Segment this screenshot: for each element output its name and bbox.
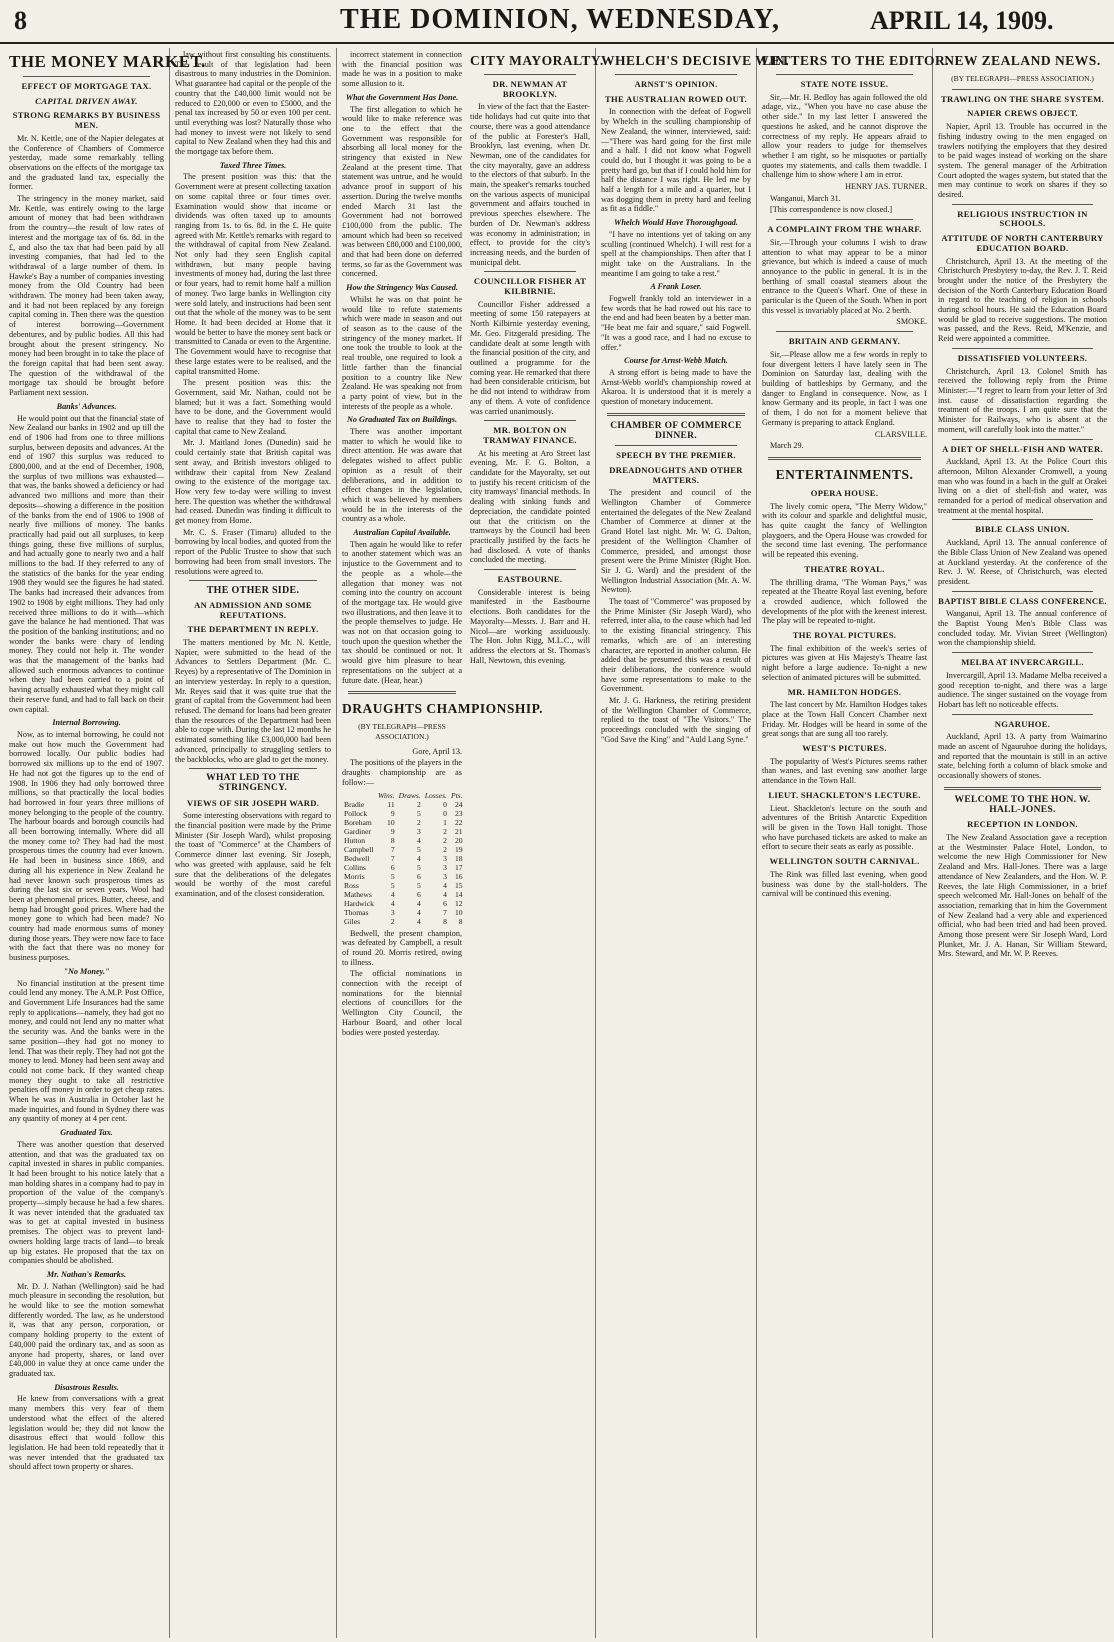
table-cell: 6 <box>416 889 421 899</box>
letter-dateline: March 29. <box>770 441 804 451</box>
editor-note: [This correspondence is now closed.] <box>770 205 893 215</box>
subhead-premier-speech: SPEECH BY THE PREMIER. <box>616 450 736 461</box>
paragraph: In connection with the defeat of Fogwell by Whelch in the sculling championship of New Zealand, the winner, interviewed, said:—"There was hard going for the first mile and a half. I did not know what Fogwell could do, but I thought it was going to be a pretty hard go, but that if I could hold him for half the distance I was right. He led me by half a length for a mile and a quarter, but I was dogging them in pretty hard and feeling as fit as a fiddle." <box>601 107 751 214</box>
paragraph: Mr. D. J. Nathan (Wellington) said he had much pleasure in seconding the resolution, but he would like to see the motion somewhat differently worded. The law, as he understood it, was that any person, corporation, or company holding property to the extent of £40,000 paid the ordinary tax, and as soon as anyone had property, shares, or land over £40,000 in value they at once came under the graduated tax. <box>9 1281 164 1378</box>
subhead-nathan-remarks: Mr. Nathan's Remarks. <box>46 1269 127 1279</box>
paragraph: The official nominations in connection with the receipt of nominations for the biennial elections of councillors for the Wellington City Council, the Harbour Board, and other local bodies were posted yesterday. <box>342 969 462 1037</box>
subhead-taxed-three-times: Taxed Three Times. <box>219 160 287 170</box>
paragraph: Wanganui, April 13. The annual conference of the Baptist Young Men's Bible Class was concluded today. Mr. Vivian Street (Wellington) won the championship shield. <box>938 609 1107 648</box>
subhead-graduated-tax: Graduated Tax. <box>60 1128 113 1138</box>
table-row <box>342 881 465 890</box>
subhead-no-money: "No Money." <box>63 966 110 976</box>
table-cell: 4 <box>416 907 421 917</box>
column-three <box>337 50 604 1636</box>
subhead-government-done: What the Government Has Done. <box>345 92 459 102</box>
table-cell: Morris <box>344 871 365 881</box>
article-title-chamber-dinner: CHAMBER OF COMMERCE DINNER. <box>610 420 742 441</box>
table-cell: 12 <box>454 898 463 908</box>
article-title-nz-news: NEW ZEALAND NEWS. <box>944 53 1101 68</box>
subhead-arnst-opinion: ARNST'S OPINION. <box>634 79 718 89</box>
nz-news-byline: (BY TELEGRAPH—PRESS ASSOCIATION.) <box>951 74 1094 83</box>
subhead-mortgage-tax: EFFECT OF MORTGAGE TAX. <box>21 81 152 91</box>
table-cell: 4 <box>390 898 395 908</box>
subhead-bible-class: BIBLE CLASS UNION. <box>975 524 1070 535</box>
table-cell: 3 <box>390 907 395 917</box>
paragraph: No financial institution at the present time could lend any money. The A.M.P. Post Office, and Government Life Insurances had the same reply to applications—namely, they had got no money, and could not lend any no matter what the security was. And the banks were in the same position—they had got no money to lend. That was their reply. They had not got the money to lend. Money had been sent away and could not come back. If they wanted cheap money they ought to take all restrictive penalties off money in order to get cheap rates. When he was in Australia in October last he made inquiries, and found in Sydney there was any quantity of money at 4 per cent. <box>9 978 164 1124</box>
table-row <box>342 908 465 917</box>
table-cell: 21 <box>454 826 463 836</box>
paragraph: Mr. N. Kettle, one of the Napier delegates at the Conference of Chambers of Commerce yesterday, made some remarkably telling observations on the effects of the mortgage tax and the graduated land tax, especially the former. <box>9 133 164 192</box>
table-row <box>342 917 465 926</box>
letter-signature: HENRY JAS. TURNER. <box>845 182 927 192</box>
paragraph: law without first consulting his constituents. The result of that legislation had been disastrous to many industries in the Dominion. What guarantee had capital or the people of the country that the £40,000 limit would not be reduced to £20,000 or even to £5000, and the penal tax increased by 50 or even 100 per cent. until everything was lost? Naturally those who had money to invest were not likely to send capital to New Zealand when they had this and the mortgage tax before them. <box>175 50 331 157</box>
paragraph: In view of the fact that the Easter-tide holidays had cut quite into that course, there was a good attendance of the public at Forester's Hall, Brooklyn, last evening, when Dr. Newman, one of the candidates for the city mayoralty, gave an address to the electors of that suburb. In the main, the speaker's remarks touched on the various aspects of municipal government and affairs touched in previous speeches elsewhere. The burden of Dr. Newman's address was economy in administration; in effect, to provide for the city's increasing needs, and the burden of municipal debt. <box>470 102 590 267</box>
letter-signature: SMOKE. <box>896 317 927 327</box>
paragraph: "I have no intentions yet of taking on any sculling (continued Whelch). I will rest for a spell at the championships. Then after that I might take on the Australians. In the meantime I am going to take a rest." <box>601 229 751 278</box>
subhead-stringency-caused: How the Stringency Was Caused. <box>346 283 458 293</box>
paragraph: The present position was this: that the Government were at present collecting taxation on some capital three or four times over. Examination would show that income or dividends was often taxed up to amounts ranging from 1s. to 6s. 8d. in the £. He quite agreed with Mr. Kettle's remarks with regard to the withdrawal of capital from New Zealand. Not only had they seen English capital withdrawn, but many people having investments of money had, during the last three or four years, had to remit home half a million of money. Two large banks in Wellington city were sold lately, and instructions had been sent out that the whole of the money was to be sent Home. It had been decided at Home that it would be better to have the money sent back or transmitted to Canada or even to the Argentine. The Government would have to recognise that these large estates were to be realised, and the capital transmitted Home. <box>175 172 331 376</box>
subhead-department-reply: THE DEPARTMENT IN REPLY. <box>187 624 319 635</box>
subhead-shackleton-lecture: LIEUT. SHACKLETON'S LECTURE. <box>768 789 921 800</box>
table-cell: Hardwick <box>344 898 374 908</box>
table-cell: 6 <box>416 871 421 881</box>
paragraph: The stringency in the money market, said Mr. Kettle, was entirely owing to the large amount of money that had been withdrawn from the country—the result of low rates of interest and the mortgage tax of 6s. 8d. in the £, and also the tax that had been paid by all investing companies, that had led to the withdrawal of a large number of them. In Hawke's Bay a number of companies investing money from the Old Country had been withdrawn. The money had been taken away, and it had not been replaced by any foreign capital coming in. Then there was the question of interest borrowing—Government debentures, and by public bodies. All this had brought about the present stringency. No money had been brought in to take the place of the foreign capital that had been sent away. The question of the withdrawal of the mortgage tax should be brought before Parliament next session. <box>9 194 164 398</box>
subhead-buildings: No Graduated Tax on Buildings. <box>346 415 458 425</box>
subhead-newman: DR. NEWMAN AT BROOKLYN. <box>492 79 568 99</box>
subhead-course: Course for Arnst-Webb Match. <box>624 356 728 366</box>
table-cell: 16 <box>454 871 463 881</box>
table-row <box>342 854 465 863</box>
paragraph: The Rink was filled last evening, when good business was done by the stall-holders. The carnival will be continued this evening. <box>762 869 927 899</box>
paragraph: The last concert by Mr. Hamilton Hodges takes place at the Town Hall Concert Chamber next Friday. Mr. Hodges will be heard in some of the great songs that are sung all too rarely. <box>762 700 927 739</box>
subhead-other-side: THE OTHER SIDE. <box>206 585 300 597</box>
table-header-cell: Pts. <box>450 790 463 800</box>
table-cell: 5 <box>416 862 421 872</box>
letter-dateline: Wanganui, March 31. <box>770 193 841 203</box>
paragraph: Sir,—Mr. H. Bedloy has again followed the old adage, viz., "When you have no case abuse the other side." In my last letter I answered the questions he asked, and he cannot disprove the correctness of my reply. He appears afraid to allow your readers to judge for themselves whether I am right, so he misquotes or partially quotes my statements, and calls them twaddle. I challenge him to show where I am in error. <box>762 92 927 180</box>
table-cell: Campbell <box>344 844 374 854</box>
table-cell: 6 <box>390 862 395 872</box>
table-cell: Pollock <box>344 808 368 818</box>
paragraph: The matters mentioned by Mr. N. Kettle, Napier, were submitted to the head of the Advances to Settlers Department (Mr. C. Reyes) by a representative of The Dominion in an interview yesterday. In reply to a question, Mr. Reyes said that it was quite true that the grant of capital from the Government had been refused. The demand for loans had been greater than the resources of the Department had been able to cope with. During the last 12 months he estimated something like £3,000,000 had been advanced, principally to struggling settlers to the backblocks, who are glad to get the money. <box>175 638 331 764</box>
table-cell: 3 <box>443 871 447 881</box>
column-six <box>933 50 1112 1636</box>
table-row <box>342 872 465 881</box>
subhead-napier-crews: NAPIER CREWS OBJECT. <box>967 108 1078 119</box>
subhead-baptist: BAPTIST BIBLE CLASS CONFERENCE. <box>938 595 1107 606</box>
paragraph: The New Zealand Association gave a reception at the Westminster Palace Hotel, London, to welcome the new High Commissioner for New Zealand and Mrs. Hall-Jones. There was a large attendance of New Zealanders, and the Hon. W. P. Reeves, the late High Commissioner, in a brief speech welcomed Mr. Hall-Jones on behalf of the association, remarking that in him the Government of New Zealand had a very able and experienced official, who had been tried and had been proved. Among those present were Sir Joseph Ward, Lord Plunket, Mr. J. A. Hanan, Sir William Steward, Mrs. Steward, and Mr. W. P. Reeves. <box>938 833 1107 959</box>
table-cell: Thomas <box>344 907 369 917</box>
subhead-bolton: MR. BOLTON ON TRAMWAY FINANCE. <box>483 425 577 445</box>
paragraph: There was another question that deserved attention, and that was the graduated tax on capital invested in shares in public companies. It had been brought to his notice lately that a man holding shares in a company had to pay in proportion of the value of the company's property—simply because he had a few shares. It was never intended that the graduated tax was to get at capital invested in business premises. The object was to prevent land-owners holding large tracts of land—to break up big estates. He proposed that the tax on companies should be abolished. <box>9 1139 164 1266</box>
subhead-theatre-royal: THEATRE ROYAL. <box>804 563 885 574</box>
paragraph: The popularity of West's Pictures seems rather than wanes, and last evening saw another large attendance in the Town Hall. <box>762 756 927 786</box>
table-cell: 5 <box>390 871 395 881</box>
table-cell: 18 <box>454 853 463 863</box>
subhead-capital: CAPITAL DRIVEN AWAY. <box>35 95 138 106</box>
paragraph: Councillor Fisher addressed a meeting of some 150 ratepayers at North Kilbirnie yesterday evening, Mr. Geo. Fitzgerald presiding. The candidate dealt at some length with the financial position of the city, and outlined a programme for the coming year. He remarked that there had been considerable criticism, but he did not intend to withdraw from any of them. A vote of confidence was carried unanimously. <box>470 299 590 416</box>
newspaper-title: THE DOMINION, WEDNESDAY, <box>340 4 780 35</box>
article-title-draughts: DRAUGHTS CHAMPIONSHIP. <box>342 701 544 717</box>
table-cell: 7 <box>443 907 447 917</box>
table-cell: 3 <box>443 853 447 863</box>
paragraph: Auckland, April 13. At the Police Court this afternoon, Milton Alexander Cromwell, a young man who was found in a bach in the gulf at Orakei living on a diet of shell-fish and water, was remanded for a period of medical observation and treatment at the mental hospital. <box>938 457 1107 515</box>
table-cell: 5 <box>390 880 395 890</box>
table-cell: 14 <box>454 889 463 899</box>
subhead-south-carnival: WELLINGTON SOUTH CARNIVAL. <box>769 856 920 867</box>
table-cell: Giles <box>344 916 361 926</box>
table-cell: 5 <box>416 808 421 818</box>
paragraph: The toast of "Commerce" was proposed by the Prime Minister (Sir Joseph Ward), who referred, inter alia, to the cause which had led to the existing financial stringency. This remarks, which are of an interesting character, are reported in another column. He added that he presumed this was a result of their deliberations, the conference would have some representations to make to the Government. <box>601 597 751 694</box>
subhead-wests-pictures: WEST'S PICTURES. <box>802 743 887 754</box>
table-header-cell: Losses. <box>424 790 447 800</box>
paragraph: Auckland, April 13. The annual conference of the Bible Class Union of New Zealand was opened at Auckland yesterday. At the conference of the Rev. J. W. Reese, of Christchurch, was elected president. <box>938 538 1107 586</box>
paragraph: The final exhibition of the week's series of pictures was given at His Majesty's Theatre last night before a large audience. To-night a new selection of animated pictures will be submitted. <box>762 643 927 682</box>
table-cell: 2 <box>416 817 421 827</box>
subhead-stringency: WHAT LED TO THE STRINGENCY. <box>206 773 300 793</box>
subhead-frank-loser: A Frank Loser. <box>650 282 702 292</box>
table-cell: Bradie <box>344 799 365 809</box>
table-cell: Boreham <box>344 817 372 827</box>
table-cell: 11 <box>387 799 395 809</box>
table-cell: 10 <box>454 907 463 917</box>
table-cell: 8 <box>458 916 463 926</box>
table-cell: 5 <box>416 844 421 854</box>
table-cell: 17 <box>454 862 463 872</box>
subhead-disastrous-results: Disastrous Results. <box>54 1382 119 1392</box>
subhead-royal-pictures: THE ROYAL PICTURES. <box>792 630 897 641</box>
subhead-opera-house: OPERA HOUSE. <box>810 487 879 498</box>
table-cell: 3 <box>416 826 421 836</box>
table-cell: Bedwell <box>344 853 370 863</box>
table-header-cell: Wins. <box>377 790 395 800</box>
table-cell: 4 <box>416 853 421 863</box>
table-cell: 4 <box>416 916 421 926</box>
subhead-admission: AN ADMISSION AND SOME REFUTATIONS. <box>194 599 312 620</box>
subhead-trawling: TRAWLING ON THE SHARE SYSTEM. <box>940 93 1105 104</box>
table-cell: 4 <box>416 835 421 845</box>
paragraph: Sir,—Please allow me a few words in reply to four divergent letters I have lately seen in The Dominion on Saturday last, dealing with the building of battleships by Germany, and the danger to England in consequence. Now, as I know Germany and its people, in fact I was one of them, I do not for a moment believe that Germany is preparing to attack England. <box>762 349 927 427</box>
table-cell: 4 <box>443 880 447 890</box>
column-money-market <box>4 50 206 1636</box>
subhead-hall-jones: WELCOME TO THE HON. W. HALL-JONES. <box>954 794 1091 815</box>
paragraph: There was another important matter to which he would like to direct attention. He was aware that delegates wished to affect public opinion as a result of their deliberations, and in addition to effect changes in the legislation, which it was believed by members would be in the interests of the country as a whole. <box>342 427 462 524</box>
article-title-whelch: WHELCH'S DECISIVE WIN. <box>601 53 790 68</box>
table-row <box>342 818 465 827</box>
table-cell: 4 <box>443 889 447 899</box>
subhead-religious-instruction: RELIGIOUS INSTRUCTION IN SCHOOLS. <box>957 208 1088 229</box>
table-header-cell: Draws. <box>398 790 421 800</box>
subhead-eastbourne: EASTBOURNE. <box>497 574 563 585</box>
paragraph: Invercargill, April 13. Madame Melba received a good reception to-night, and there was a large audience. The singer sustained on the voyage from Hobart has left no noticeable effects. <box>938 670 1107 709</box>
table-cell: Collins <box>344 862 366 872</box>
table-cell: 7 <box>390 853 395 863</box>
paragraph: He would point out that the financial state of New Zealand our banks in 1902 and up till the end of 1906 had from one to three millions surplus, between deposits and advances. At the end of 1907 this surplus was reduced to £800,000, and at the end of December, 1908, the surplus of two millions was exhausted—that was, the banks showed a deficiency or had advanced two millions and more than their deposits—showing a difference in the position of the banks from the end of 1906 to 1908 of nearly five millions of money. The banks practically had paid out all surpluses, to keep things going, these five millions of surplus, and had actually gone to nearly two and a half millions to the bad. If they referred to any of the statistics of the banks for the year ending 1908 they would see the figures he had stated. The banks had increased their advances from 1902 to 1908 by eight millions. They had only received three millions to do it with—which gave the balance he had mentioned. That was the position of the banking institutions; and no wonder the banks were chary of lending money. They could not help it. The wonder was that the management of the banks had allowed such enormous advances to continue when they had been carried to a point of having actually exhausted what they might call their reserve fund, and had to fall back on their own capital. <box>9 413 164 714</box>
table-cell: 9 <box>390 826 395 836</box>
table-cell: 10 <box>387 817 395 827</box>
paragraph: Some interesting observations with regard to the financial position were made by the Prime Minister (Sir Joseph Ward), whilst proposing the toast of "Commerce" at the Chambers of Commerce dinner last evening. Sir Joseph, who was greeted with applause, said he felt sure that the deliberations of the delegates would be worthy of the most careful examination, and of the closest consideration. <box>175 811 331 898</box>
table-cell: 2 <box>443 835 447 845</box>
table-header-cell <box>342 791 376 800</box>
table-cell: Hutton <box>344 835 366 845</box>
table-row <box>342 836 465 845</box>
table-row <box>342 899 465 908</box>
paragraph: The president and council of the Wellington Chamber of Commerce entertained the delegates of the New Zealand Chamber of Commerce at dinner at the Grand Hotel last night. Mr. W. G. Dalton, president of the Wellington Chamber of Commerce, presided, and amongst those present were the Prime Minister (Right Hon. Sir J. G. Ward) and the president of the Wellington Industrial Association (Mr. A. W. Newton). <box>601 488 751 595</box>
table-cell: Mathews <box>344 889 372 899</box>
subhead-fisher: COUNCILLOR FISHER AT KILBIRNIE. <box>473 276 587 297</box>
article-title-city-mayoralty: CITY MAYORALTY. <box>470 53 604 68</box>
subhead-rowed-out: THE AUSTRALIAN ROWED OUT. <box>605 93 747 104</box>
subhead-volunteers: DISSATISFIED VOLUNTEERS. <box>957 352 1088 363</box>
paragraph: A strong effort is being made to have the Arnst-Webb world's championship rowed at Akaroa. It is understood that it is merely a question of monetary inducement. <box>601 367 751 407</box>
subhead-whelch-would: Whelch Would Have Thoroughgoad. <box>614 218 738 228</box>
paragraph: Now, as to internal borrowing, he could not make out how much the Government had borrowed locally. Our public bodies had borrowed six millions up to the end of 1907. He had not got the figures up to the end of 1908. In 1906 they had only borrowed three millions, so that practically the local bodies had borrowed in four years three millions of money belonging to the people of the country. The harbour boards and borough councils had all been borrowing internally. Where did all the money come to? They had had the most prosperous times the country had ever known. He had been in business since 1869, and during all his experience in New Zealand he had never known such prosperous times as during the last six or seven years. Wool had been at phenomenal prices. Butter, cheese, and hemp had brought good prices. Where had the money gone to which had been made? No country had made enormous sums of money during those years. They were now face to face with the fact that there was no money for business purposes. <box>9 730 164 963</box>
column-two <box>170 50 336 1636</box>
paragraph: At his meeting at Aro Street last evening, Mr. F. G. Bolton, a candidate for the Mayoralty, set out to justify his recent criticism of the city tramways' financial methods. In dealing with sinking funds and depreciation, the candidate pointed out that the criticism on the tramways by the Council had been practically justified by the facts he had disclosed. A vote of thanks concluded the meeting. <box>470 448 590 565</box>
paragraph: Sir,—Through your columns I wish to draw attention to what may appear to be a minor grievance, but which is indeed a cause of much annoyance to the public in general. It is in the berthing of small coastal steamers about the entrance to the Queen's Wharf. One of these in particular is the Queen of the South. When in port this vessel is invariably placed at No. 2 berth. <box>762 237 927 315</box>
paragraph: Fogwell frankly told an interviewer in a few words that he had rowed out his race to the end and had been beaten by a better man. "He beat me fair and square," said Fogwell. "It was a good race, and I had no excuse to offer." <box>601 294 751 352</box>
paragraph: Mr. J. Maitland Jones (Dunedin) said he could certainly state that British capital was sent away, and British investors obliged to withdraw their capital from New Zealand owing to the existence of the mortgage tax. How very few to-day were willing to invest here. The question was whether the withdrawal had ceased. Dunedin was finding it difficult to get money from Home. <box>175 438 331 526</box>
paragraph: incorrect statement in connection with the financial position was made he was in a position to make some allusion to it. <box>342 50 462 89</box>
article-title-entertainments: ENTERTAINMENTS. <box>775 466 914 482</box>
paragraph: Whilst he was on that point he would like to refute statements which were made in season and out of season as to the cause of the stringency of the money market. If one took the trouble to look at the real trouble, one required to look a little farther than the financial position to a country like New Zealand. He was speaking not from a party point of view, but in the interests of the people as a whole. <box>342 294 462 411</box>
table-cell: 2 <box>390 916 395 926</box>
table-cell: 0 <box>443 808 447 818</box>
table-row <box>342 845 465 854</box>
draughts-place: Gore, April 13. <box>412 746 462 756</box>
table-cell: 5 <box>416 880 421 890</box>
table-cell: 8 <box>443 916 447 926</box>
subhead-canterbury-board: ATTITUDE OF NORTH CANTERBURY EDUCATION BOARD. <box>941 233 1104 253</box>
subhead-internal-borrowing: Internal Borrowing. <box>52 718 121 728</box>
table-cell: 6 <box>443 898 447 908</box>
table-cell: Ross <box>344 880 359 890</box>
table-cell: 15 <box>454 880 463 890</box>
subhead-ngaruhoe: NGARUHOE. <box>994 718 1051 729</box>
table-cell: 19 <box>454 844 463 854</box>
table-cell: 2 <box>416 799 421 809</box>
subhead-melba: MELBA AT INVERCARGILL. <box>961 657 1084 668</box>
subhead-banks-advances: Banks' Advances. <box>56 401 117 411</box>
subhead-london-reception: RECEPTION IN LONDON. <box>967 819 1078 830</box>
article-title-money-market: THE MONEY MARKET. <box>9 52 206 71</box>
paragraph: Christchurch, April 13. At the meeting of the Christchurch Presbytery to-day, the Rev. J. T. Reid brought under the notice of the Presbytery the decision of the North Canterbury Education Board in regard to the teaching of religion in schools during school hours. He said the Education Board would be glad to receive suggestions. The motion was passed, and the Revs. Reid, M'Kenzie, and Reid were appointed a committee. <box>938 256 1107 344</box>
table-cell: 22 <box>454 817 463 827</box>
subhead-wharf-complaint: A COMPLAINT FROM THE WHARF. <box>767 224 922 235</box>
table-row <box>342 827 465 836</box>
paragraph: Napier, April 13. Trouble has occurred in the fishing industry owing to the men engaged on trawlers notifying the employers that they desired to be paid wages instead of working on the share system. The general manager of the Arbitration Court adopted the wages system, but stated that the men may continue to work on shares if they so desired. <box>938 122 1107 200</box>
paragraph: Christchurch, April 13. Colonel Smith has received the following reply from the Prime Minister:—"I regret to learn from your letter of 3rd inst. cause of dissatisfaction regarding the treatment of the troops. I am quite sure that the Minister for Railways, who is absent at the moment, will carefully look into the matter." <box>938 366 1107 434</box>
article-title-letters: LETTERS TO THE EDITOR. <box>762 53 950 68</box>
paragraph: Considerable interest is being manifested in the Eastbourne elections. Both candidates for the Mayoralty—Messrs. J. Barr and H. Nicol—are working assiduously. The Hon. John Rigg, M.L.C., will address the electors at St. Thomas's Hall, Newtown, this evening. <box>470 587 590 665</box>
subhead-state-note-issue: STATE NOTE ISSUE. <box>800 79 889 89</box>
table-cell: 0 <box>443 799 447 809</box>
table-cell: 3 <box>443 862 447 872</box>
masthead-date: APRIL 14, 1909. <box>870 6 1054 35</box>
paragraph: Bedwell, the present champion, was defeated by Campbell, a result of round 20. Morris retired, owing to illness. <box>342 928 462 967</box>
table-cell: 4 <box>390 889 395 899</box>
paragraph: Auckland, April 13. A party from Waimarino made an ascent of Ngauruhoe during the holidays, and reported that the mountain is still in an active state, belching forth a column of black smoke and occasionally showers of stones. <box>938 732 1107 781</box>
subhead-strong-remarks: STRONG REMARKS BY BUSINESS MEN. <box>12 110 161 131</box>
column-five <box>757 50 950 1636</box>
table-cell: 24 <box>454 799 463 809</box>
draughts-table <box>342 791 465 926</box>
table-row <box>342 800 465 809</box>
table-cell: 8 <box>390 835 395 845</box>
draughts-byline: (BY TELEGRAPH—PRESS ASSOCIATION.) <box>358 722 446 741</box>
paragraph: The positions of the players in the draughts championship are as follow:— <box>342 758 462 787</box>
paragraph: He knew from conversations with a great many members this very fear of them understood what the effect of the altered legislation would be; they did not know the disastrous effect that would follow this legislation. He had been told repeatedly that it was never intended that the graduated tax should affect town property or shares. <box>9 1394 164 1472</box>
subhead-sir-joseph-ward: VIEWS OF SIR JOSEPH WARD. <box>186 797 320 808</box>
paragraph: The thrilling drama, "The Woman Pays," was repeated at the Theatre Royal last evening, before a crowded audience, which followed the developments of the plot with the keenest interest. The play will be repeated to-night. <box>762 577 927 626</box>
table-row <box>342 890 465 899</box>
table-cell: 2 <box>443 844 447 854</box>
table-cell: 20 <box>454 835 463 845</box>
subhead-britain-germany: BRITAIN AND GERMANY. <box>788 336 901 347</box>
subhead-dreadnoughts: DREADNOUGHTS AND OTHER MATTERS. <box>609 464 743 485</box>
paragraph: Mr. C. S. Fraser (Timaru) alluded to the borrowing by local bodies, and quoted from the report of the Public Trustee to show that such borrowing had been from small investors. The resolutions were agreed to. <box>175 527 331 576</box>
table-cell: 9 <box>390 808 395 818</box>
paragraph: The present position was this: the Government, said Mr. Nathan, could not be blamed; but it was a fact. Something would have to be done, and the Government would have to realise that they had to foster the capital that came to New Zealand. <box>175 378 331 436</box>
table-cell: 4 <box>416 898 421 908</box>
paragraph: The first allegation to which he would like to make reference was one to the effect that the Government was responsible for absorbing all local money for the stringency that existed in New Zealand at the present time. That statement was untrue, and he would advance proof in support of his assertion. During the twelve months ended March 31 last the Government had not borrowed £100,000 from the public. The amount which had been so received was between £80,000 and £100,000, and that had been done on deferred terms, so far as the Government was concerned. <box>342 104 462 279</box>
subhead-shell-fish: A DIET OF SHELL-FISH AND WATER. <box>942 443 1103 454</box>
table-cell: 1 <box>443 817 447 827</box>
table-row <box>342 809 465 818</box>
subhead-australian-capital: Australian Capital Available. <box>353 528 451 538</box>
letter-signature: CLARSVILLE. <box>874 429 927 439</box>
page-number: 8 <box>14 6 27 35</box>
table-cell: Gardiner <box>344 826 371 836</box>
paragraph: Mr. J. G. Harkness, the retiring president of the Wellington Chamber of Commerce, replied to the toast of "The Visitors." The proceedings concluded with the singing of "God Save the King" and "Auld Lang Syne." <box>601 696 751 744</box>
table-cell: 2 <box>443 826 447 836</box>
paragraph: The lively comic opera, "The Merry Widow," with its colour and sparkle and delightful music, has quite caught the fancy of Wellington playgoers, and the Opera House was crowded for the second time last evening. The performance will be repeated this evening. <box>762 501 927 560</box>
table-cell: 23 <box>454 808 463 818</box>
table-cell: 7 <box>390 844 395 854</box>
table-row <box>342 863 465 872</box>
subhead-hamilton-hodges: MR. HAMILTON HODGES. <box>787 686 902 697</box>
masthead <box>0 0 1114 44</box>
paragraph: Then again he would like to refer to another statement which was an injustice to the Government and to the people as a whole—the allegation that money was not coming into the country on account of the mortgage tax. He would give two illustrations, and then leave it to the people themselves to judge. He was not on that occasion going to touch upon the question whether the tax should be continued or not. It would give him pleasure to hear representations on the subject at a future date. (Hear, hear.) <box>342 539 462 685</box>
paragraph: Lieut. Shackleton's lecture on the south and adventures of the British Antarctic Expedition will be given in the Town Hall tonight. Those who have purchased tickets are asked to make an effort to secure their seats as early as possible. <box>762 803 927 852</box>
